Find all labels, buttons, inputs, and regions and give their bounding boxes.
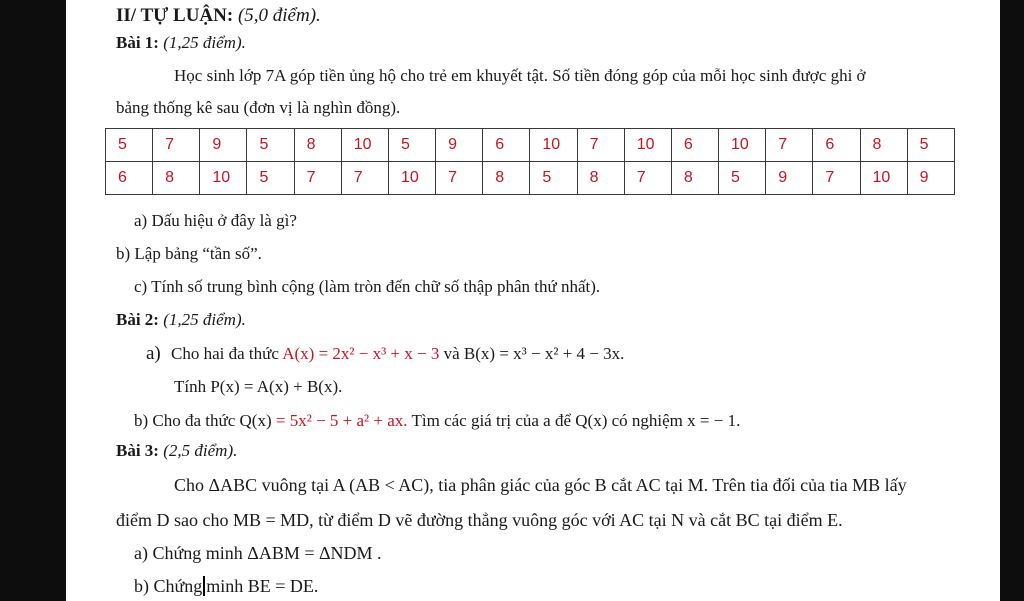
table-cell: 6 [483, 129, 530, 162]
table-cell: 10 [860, 162, 907, 195]
bai3-line-2: điểm D sao cho MB = MD, từ điểm D vẽ đường thẳng vuông góc với AC tại N và cắt BC tại điểm E. [116, 510, 843, 530]
table-cell: 8 [860, 129, 907, 162]
bai1-intro-line-2: bảng thống kê sau (đơn vị là nghìn đồng). [116, 98, 401, 117]
bai3-line-1: Cho ΔABC vuông tại A (AB < AC), tia phân giác của góc B cắt AC tại M. Trên tia đối của tia MB lấy [174, 475, 907, 495]
table-cell: 10 [530, 129, 577, 162]
table-cell: 6 [106, 162, 153, 195]
table-cell: 8 [294, 129, 341, 162]
bai2-compute: Tính P(x) = A(x) + B(x). [174, 377, 343, 396]
bai2-a-prefix: a) [146, 343, 161, 364]
table-cell: 7 [577, 129, 624, 162]
right-dark-margin [1000, 0, 1024, 601]
text-cursor [203, 576, 205, 596]
section-title: II/ TỰ LUẬN: [116, 5, 234, 26]
table-cell: 10 [341, 129, 388, 162]
table-cell: 7 [436, 162, 483, 195]
table-cell: 7 [153, 129, 200, 162]
bai2-a-text: Cho hai đa thức [171, 344, 279, 363]
statistics-table [105, 128, 955, 195]
table-cell: 8 [153, 162, 200, 195]
bai1-question-a: a) Dấu hiệu ở đây là gì? [134, 211, 297, 230]
polynomial-B: B(x) = x³ − x² + 4 − 3x. [463, 344, 625, 363]
table-cell: 10 [719, 129, 766, 162]
bai3-heading [116, 440, 237, 462]
table-cell: 10 [624, 129, 671, 162]
table-cell: 8 [577, 162, 624, 195]
left-dark-margin [0, 0, 66, 601]
polynomial-A: A(x) = 2x² − x³ + x − 3 [282, 344, 440, 363]
bai1-question-c: c) Tính số trung bình cộng (làm tròn đến chữ số thập phân thứ nhất). [134, 277, 601, 296]
bai2-b-rest: Tìm các giá trị của a để Q(x) có nghiệm x = − 1. [411, 411, 741, 430]
bai2-a-and: và [443, 344, 460, 363]
table-cell: 9 [766, 162, 813, 195]
bai3-b-part-2: minh BE = DE. [206, 576, 319, 596]
table-cell: 5 [247, 162, 294, 195]
table-cell: 5 [719, 162, 766, 195]
section-points: (5,0 điểm). [237, 5, 321, 26]
table-cell: 5 [247, 129, 294, 162]
table-cell: 8 [483, 162, 530, 195]
bai1-label: Bài 1: [116, 33, 159, 52]
table-cell: 7 [294, 162, 341, 195]
table-row [106, 129, 955, 162]
bai3-points: (2,5 điểm). [163, 441, 238, 460]
table-cell: 10 [200, 162, 247, 195]
table-cell: 7 [624, 162, 671, 195]
bai3-label: Bài 3: [116, 441, 159, 460]
table-cell: 7 [813, 162, 860, 195]
bai2-points: (1,25 điểm). [163, 310, 246, 329]
bai1-intro-line-1: Học sinh lớp 7A góp tiền ủng hộ cho trẻ em khuyết tật. Số tiền đóng góp của mỗi học sinh được ghi ở [174, 66, 866, 85]
table-cell: 7 [766, 129, 813, 162]
table-cell: 7 [341, 162, 388, 195]
bai2-question-a [146, 343, 624, 365]
bai1-question-b: b) Lập bảng “tần số”. [116, 244, 262, 263]
table-row [106, 162, 955, 195]
table-cell: 5 [388, 129, 435, 162]
table-cell: 5 [106, 129, 153, 162]
table-cell: 5 [907, 129, 954, 162]
table-cell: 6 [813, 129, 860, 162]
bai2-question-b [134, 410, 740, 432]
bai1-points: (1,25 điểm). [163, 33, 246, 52]
table-cell: 10 [388, 162, 435, 195]
table-cell: 9 [436, 129, 483, 162]
bai2-b-text: b) Cho đa thức Q(x) [134, 411, 272, 430]
polynomial-Q: = 5x² − 5 + a² + ax. [275, 411, 408, 430]
bai3-question-a: a) Chứng minh ΔABM = ΔNDM . [134, 543, 382, 563]
section-heading [116, 5, 321, 27]
table-cell: 8 [671, 162, 718, 195]
table-cell: 9 [907, 162, 954, 195]
bai3-b-part-1: b) Chứng [134, 576, 203, 596]
bai1-heading [116, 32, 246, 54]
table-cell: 6 [671, 129, 718, 162]
bai2-heading [116, 309, 246, 331]
table-cell: 5 [530, 162, 577, 195]
bai2-label: Bài 2: [116, 310, 159, 329]
bai3-question-b [134, 575, 318, 597]
table-cell: 9 [200, 129, 247, 162]
